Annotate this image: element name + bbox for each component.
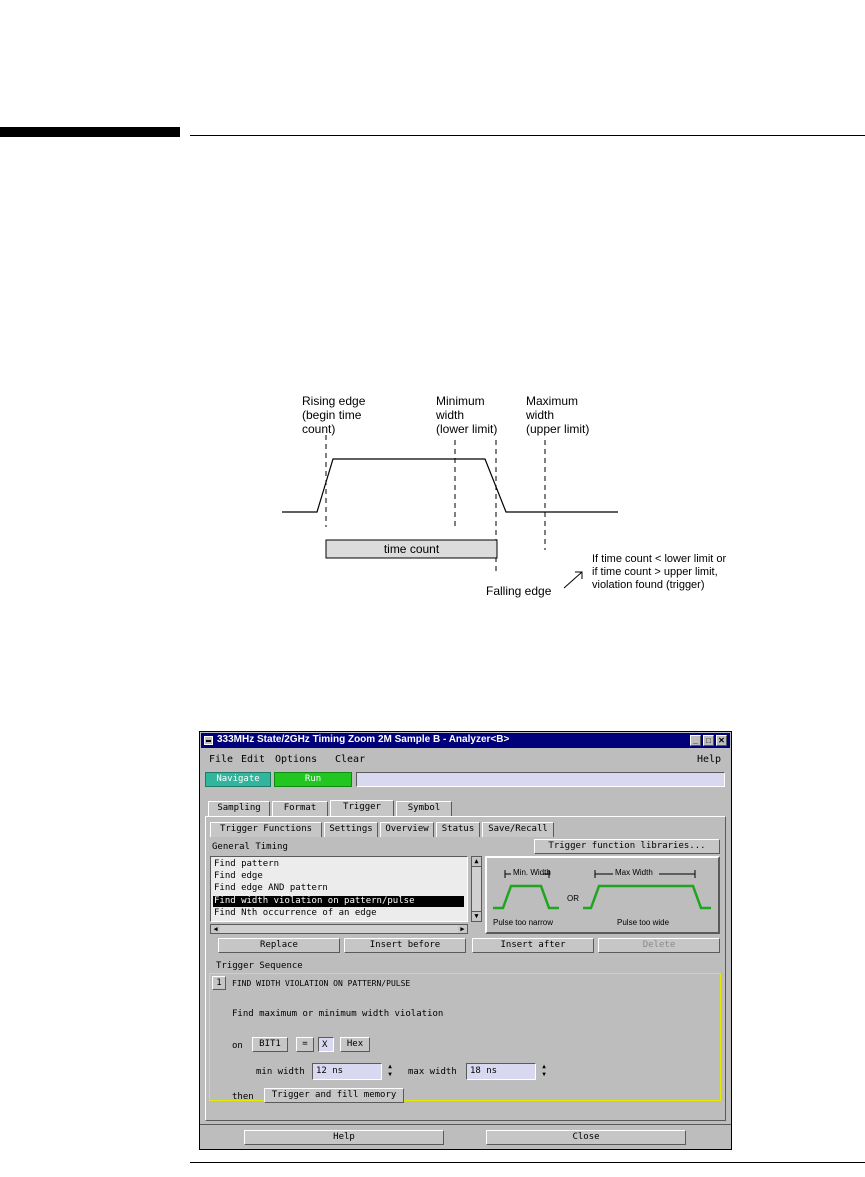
min-width-caption: Min. Width	[513, 868, 551, 877]
insert-before-button[interactable]: Insert before	[344, 938, 466, 953]
analyzer-window	[199, 731, 732, 1150]
subtab-trigger-functions[interactable]: Trigger Functions	[210, 822, 322, 837]
header-rule-thick	[0, 127, 180, 137]
tab-symbol[interactable]: Symbol	[396, 801, 452, 816]
pattern-value-field[interactable]: X	[318, 1037, 334, 1052]
scroll-left-icon[interactable]: ◀	[211, 925, 220, 933]
then-label: then	[232, 1092, 254, 1102]
max-width-input[interactable]: 18 ns	[466, 1063, 536, 1080]
list-vertical-scrollbar[interactable]	[471, 856, 482, 922]
max-width-caption: Max Width	[615, 868, 653, 877]
maximize-icon[interactable]: □	[703, 735, 714, 746]
step-number-button[interactable]: 1	[212, 976, 226, 990]
general-timing-label: General Timing	[212, 842, 288, 852]
header-rule	[190, 135, 865, 136]
window-title: 333MHz State/2GHz Timing Zoom 2M Sample B - Analyzer<B>	[217, 734, 510, 745]
rising-edge-label: Rising edge (begin time count)	[302, 394, 366, 436]
trigger-sequence-header: Trigger Sequence	[216, 961, 303, 971]
subtab-status[interactable]: Status	[436, 822, 480, 837]
footer-divider	[200, 1124, 731, 1125]
or-caption: OR	[567, 894, 579, 903]
replace-button[interactable]: Replace	[218, 938, 340, 953]
title-bar	[201, 733, 730, 748]
menu-edit[interactable]: Edit	[241, 754, 266, 765]
time-count-label: time count	[383, 542, 440, 556]
function-preview	[485, 856, 720, 934]
list-item[interactable]: Find edge	[214, 871, 263, 881]
menu-options[interactable]: Options	[275, 754, 318, 765]
close-button[interactable]: Close	[486, 1130, 686, 1145]
width-violation-diagram	[270, 385, 750, 615]
window-menu-icon[interactable]	[204, 736, 213, 745]
operator-button[interactable]: =	[296, 1037, 314, 1052]
falling-edge-label: Falling edge	[486, 584, 552, 598]
tab-trigger[interactable]: Trigger	[330, 800, 394, 816]
max-width-stepper[interactable]: ▲ ▼	[542, 1063, 546, 1078]
scroll-up-icon[interactable]: ▲	[472, 857, 481, 867]
min-width-label: min width	[256, 1067, 305, 1077]
insert-after-button[interactable]: Insert after	[472, 938, 594, 953]
min-width-input[interactable]: 12 ns	[312, 1063, 382, 1080]
min-width-stepper[interactable]: ▲ ▼	[388, 1063, 392, 1078]
subtab-overview[interactable]: Overview	[380, 822, 434, 837]
minimum-width-label: Minimum width (lower limit)	[436, 394, 498, 436]
tab-format[interactable]: Format	[272, 801, 328, 816]
status-field	[356, 772, 725, 787]
maximum-width-label: Maximum width (upper limit)	[526, 394, 590, 436]
step-description: Find maximum or minimum width violation	[232, 1009, 444, 1019]
pulse-too-wide-caption: Pulse too wide	[617, 918, 670, 927]
list-item[interactable]: Find Nth occurrence of an edge	[214, 908, 377, 918]
close-icon[interactable]: ✕	[716, 735, 727, 746]
footer-rule	[190, 1162, 865, 1163]
max-width-label: max width	[408, 1067, 457, 1077]
subtab-settings[interactable]: Settings	[324, 822, 378, 837]
list-item-selected[interactable]: Find width violation on pattern/pulse	[213, 896, 464, 907]
menu-clear[interactable]: Clear	[335, 754, 366, 765]
list-item[interactable]: Find pattern	[214, 859, 280, 869]
on-label: on	[232, 1041, 243, 1051]
navigate-button[interactable]: Navigate	[205, 772, 271, 787]
trigger-function-libraries-button[interactable]: Trigger function libraries...	[534, 839, 720, 854]
menu-file[interactable]: File	[209, 754, 234, 765]
menu-help[interactable]: Help	[697, 754, 722, 765]
help-button[interactable]: Help	[244, 1130, 444, 1145]
trigger-action-button[interactable]: Trigger and fill memory	[264, 1088, 404, 1103]
scroll-down-icon[interactable]: ▼	[472, 911, 481, 921]
list-item[interactable]: Find edge AND pattern	[214, 883, 328, 893]
trigger-function-list[interactable]	[210, 856, 468, 922]
list-horizontal-scrollbar[interactable]	[210, 924, 468, 934]
step-title: FIND WIDTH VIOLATION ON PATTERN/PULSE	[232, 979, 411, 988]
scroll-right-icon[interactable]: ▶	[458, 925, 467, 933]
menu-bar	[203, 752, 728, 768]
tab-sampling[interactable]: Sampling	[208, 801, 270, 816]
bit-selector-button[interactable]: BIT1	[252, 1037, 288, 1052]
pulse-too-narrow-caption: Pulse too narrow	[493, 918, 554, 927]
subtab-save-recall[interactable]: Save/Recall	[482, 822, 554, 837]
minimize-icon[interactable]: _	[690, 735, 701, 746]
violation-note: If time count < lower limit or if time count > upper limit, violation found (trigger)	[592, 553, 727, 591]
delete-button[interactable]: Delete	[598, 938, 720, 953]
base-selector-button[interactable]: Hex	[340, 1037, 370, 1052]
run-button[interactable]: Run	[274, 772, 352, 787]
